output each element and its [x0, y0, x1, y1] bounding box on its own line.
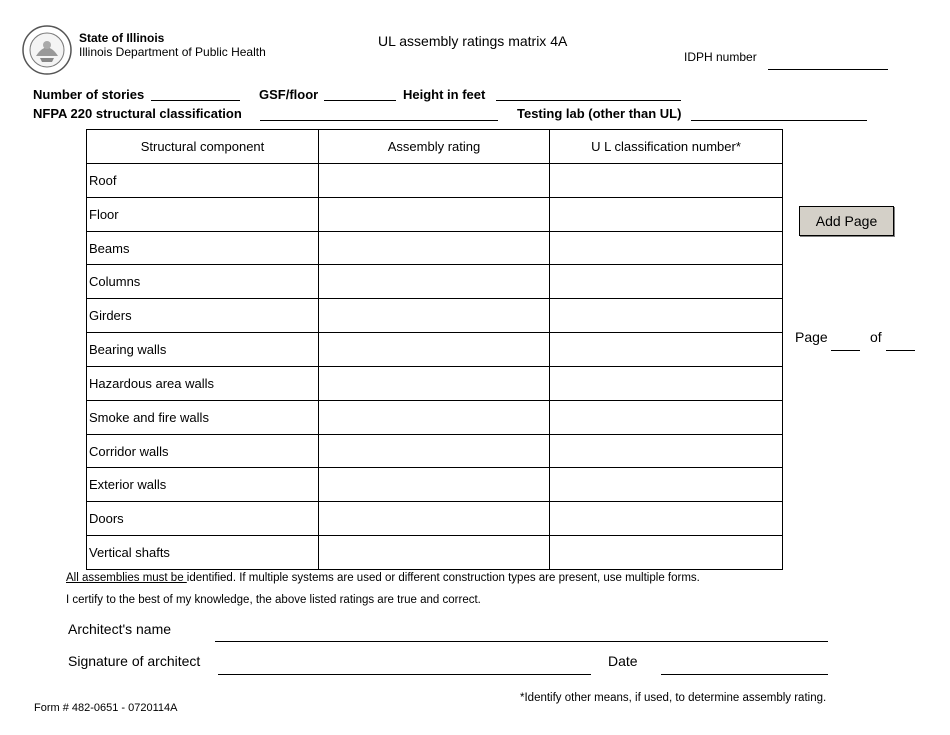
gsf-label: GSF/floor [259, 87, 319, 102]
assembly-rating-cell[interactable] [319, 468, 550, 502]
form-title: UL assembly ratings matrix 4A [378, 33, 568, 49]
idph-number-label: IDPH number [684, 50, 757, 64]
table-row [87, 333, 783, 367]
page-total-field[interactable] [886, 350, 915, 351]
testing-lab-label: Testing lab (other than UL) [517, 106, 682, 121]
date-field[interactable] [661, 674, 828, 675]
nfpa-field[interactable] [260, 120, 498, 121]
assembly-rating-cell[interactable] [319, 299, 550, 333]
component-label: Smoke and fire walls [87, 400, 319, 434]
header-assembly-rating: Assembly rating [319, 130, 550, 164]
component-label: Vertical shafts [87, 536, 319, 570]
ul-classification-cell[interactable] [550, 197, 783, 231]
component-label: Bearing walls [87, 333, 319, 367]
architect-signature-label: Signature of architect [68, 653, 201, 669]
ul-classification-cell[interactable] [550, 366, 783, 400]
assembly-ratings-table [86, 129, 783, 570]
ul-classification-cell[interactable] [550, 333, 783, 367]
assembly-rating-cell[interactable] [319, 333, 550, 367]
table-row [87, 265, 783, 299]
stories-field[interactable] [151, 100, 240, 101]
ul-classification-cell[interactable] [550, 299, 783, 333]
assembly-rating-cell[interactable] [319, 502, 550, 536]
add-page-button[interactable]: Add Page [799, 206, 894, 236]
header-structural-component: Structural component [87, 130, 319, 164]
header-ul-classification: U L classification number* [550, 130, 783, 164]
component-label: Floor [87, 197, 319, 231]
certification-statement: I certify to the best of my knowledge, the above listed ratings are true and correct. [66, 594, 481, 606]
component-label: Columns [87, 265, 319, 299]
component-label: Hazardous area walls [87, 366, 319, 400]
agency-state: State of Illinois [79, 31, 165, 45]
identify-note: *Identify other means, if used, to determine assembly rating. [520, 692, 827, 704]
ul-classification-cell[interactable] [550, 468, 783, 502]
component-label: Girders [87, 299, 319, 333]
state-seal-icon [22, 25, 72, 75]
component-label: Corridor walls [87, 434, 319, 468]
assembly-rating-cell[interactable] [319, 197, 550, 231]
gsf-field[interactable] [324, 100, 396, 101]
ul-classification-cell[interactable] [550, 502, 783, 536]
ul-classification-cell[interactable] [550, 434, 783, 468]
component-label: Roof [87, 164, 319, 198]
table-header-row [87, 130, 783, 164]
testing-lab-field[interactable] [691, 120, 867, 121]
architect-name-label: Architect's name [68, 621, 172, 637]
ul-classification-cell[interactable] [550, 400, 783, 434]
component-label: Exterior walls [87, 468, 319, 502]
table-row [87, 231, 783, 265]
page-number-field[interactable] [831, 350, 860, 351]
assembly-rating-cell[interactable] [319, 434, 550, 468]
assembly-rating-cell[interactable] [319, 366, 550, 400]
component-label: Doors [87, 502, 319, 536]
assembly-rating-cell[interactable] [319, 400, 550, 434]
table-row [87, 299, 783, 333]
architect-name-field[interactable] [215, 641, 828, 642]
component-label: Beams [87, 231, 319, 265]
nfpa-label: NFPA 220 structural classification [33, 106, 242, 121]
ul-classification-cell[interactable] [550, 265, 783, 299]
assembly-rating-cell[interactable] [319, 231, 550, 265]
table-row [87, 197, 783, 231]
stories-label: Number of stories [33, 87, 145, 102]
assemblies-note [66, 572, 700, 584]
agency-department: Illinois Department of Public Health [79, 45, 266, 59]
page-label: Page [795, 329, 828, 345]
assemblies-note-underlined: All assemblies must be [66, 572, 187, 584]
form-number: Form # 482-0651 - 0720114A [34, 702, 178, 714]
date-label: Date [608, 653, 638, 669]
table-row [87, 400, 783, 434]
table-row [87, 434, 783, 468]
ul-classification-cell[interactable] [550, 231, 783, 265]
assemblies-note-rest: identified. If multiple systems are used or different construction types are present, use multiple forms. [186, 572, 700, 584]
table-row [87, 366, 783, 400]
height-label: Height in feet [403, 87, 486, 102]
height-field[interactable] [496, 100, 681, 101]
assembly-rating-cell[interactable] [319, 164, 550, 198]
assembly-rating-cell[interactable] [319, 536, 550, 570]
table-row [87, 468, 783, 502]
ul-classification-cell[interactable] [550, 164, 783, 198]
ul-classification-cell[interactable] [550, 536, 783, 570]
table-row [87, 502, 783, 536]
idph-number-field[interactable] [768, 69, 888, 70]
table-row [87, 536, 783, 570]
architect-signature-field[interactable] [218, 674, 591, 675]
table-row [87, 164, 783, 198]
assembly-rating-cell[interactable] [319, 265, 550, 299]
of-label: of [870, 329, 882, 345]
